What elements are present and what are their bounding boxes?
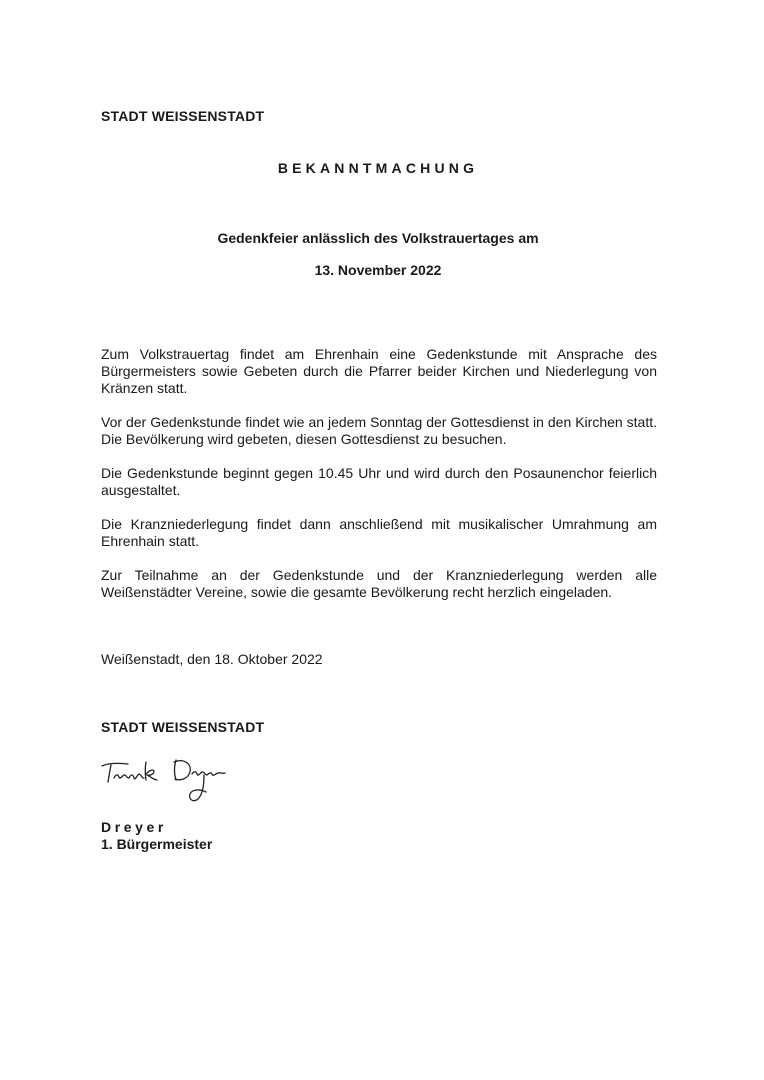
place-and-date: Weißenstadt, den 18. Oktober 2022	[101, 651, 323, 667]
closing-organization: STADT WEISSENSTADT	[101, 719, 265, 735]
subject-line-2: 13. November 2022	[314, 262, 442, 278]
body-paragraph-3: Die Gedenkstunde beginnt gegen 10.45 Uhr und wird durch den Posaunenchor feierlich ausgestaltet.	[101, 465, 657, 498]
body-paragraph-1: Zum Volkstrauertag findet am Ehrenhain eine Gedenkstunde mit Ansprache des Bürgermeisters sowie Gebeten durch die Pfarrer beider Kirchen und Niederlegung von Kränzen statt.	[101, 346, 657, 396]
letterhead-organization: STADT WEISSENSTADT	[101, 108, 265, 124]
subject-line-1: Gedenkfeier anlässlich des Volkstrauertages am	[217, 230, 539, 246]
body-paragraph-2: Vor der Gedenkstunde findet wie an jedem Sonntag der Gottesdienst in den Kirchen statt. Die Bevölkerung wird gebeten, diesen Gottesdienst zu besuchen.	[101, 414, 657, 447]
signer-title: 1. Bürgermeister	[101, 836, 213, 852]
body-paragraph-5: Zur Teilnahme an der Gedenkstunde und der Kranzniederlegung werden alle Weißenstädter Vereine, sowie die gesamte Bevölkerung recht herzlich eingeladen.	[101, 567, 657, 600]
signer-name: Dreyer	[101, 819, 167, 835]
body-paragraph-4: Die Kranzniederlegung findet dann anschließend mit musikalischer Umrahmung am Ehrenhain statt.	[101, 516, 657, 549]
handwritten-signature	[98, 752, 228, 808]
document-title: BEKANNTMACHUNG	[277, 160, 479, 176]
